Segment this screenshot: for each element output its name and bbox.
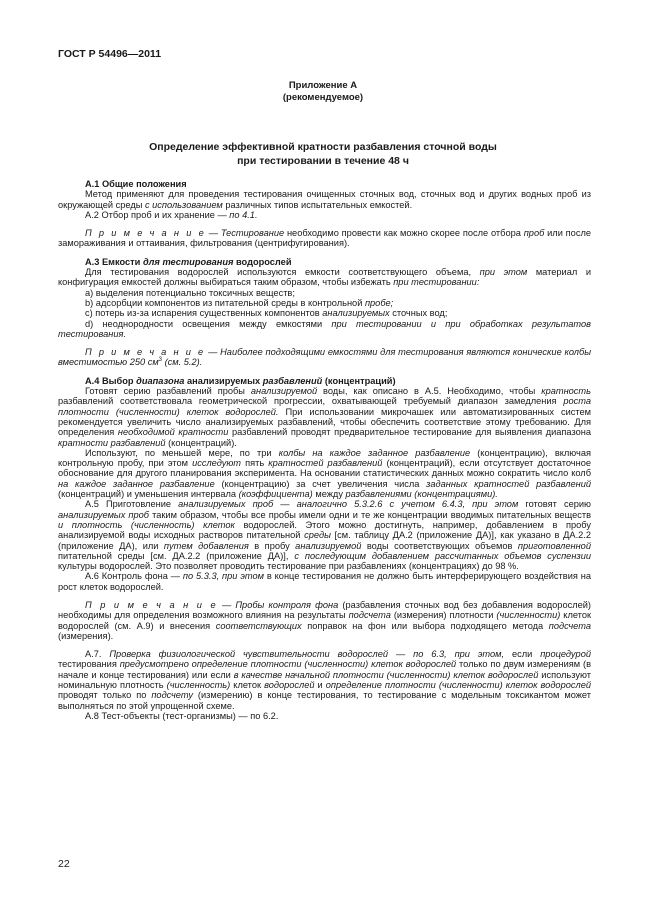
section-a4-paragraph-2: Используют, по меньшей мере, по три колбы на каждое заданное разбавление (концентрацию), включая контрольную пробу, при этом исследуют пять кратностей разбавлений (концентраций), если отсутствует достаточное обоснование для другого планирования эксперимента. На основании статистических данных можно сократить число колб на каждое заданное разбавление (концентрацию) за счет увеличения числа заданных кратностей разбавлений (концентраций) и уменьшения интервала (коэффициента) между разбавлениями (концентрациями). [58,447,591,500]
title-line-1: Определение эффективной кратности разбавления сточной воды [149,141,497,153]
standard-header: ГОСТ Р 54496—2011 [58,48,162,60]
section-a2-paragraph: А.2 Отбор проб и их хранение — по 4.1. [85,209,258,220]
section-a5-paragraph: А.5 Приготовление анализируемых проб — аналогично 5.3.2.6 с учетом 6.4.3, при этом готовят серию анализируемых проб таким образом, чтобы все пробы имели одни и те же концентрации вводимых питательных веществ и плотность (численность) клеток водорослей. Этого можно достигнуть, например, добавлением в пробу анализируемой воды исходных растворов питательной среды [см. таблицу ДА.2 (приложение ДА)], как указано в ДА.2.2 (приложение ДА), или путем добавления в пробу анализируемой воды соответствующих объемов приготовленной питательной среды [см. ДА.2.2 (приложение ДА)], с последующим добавлением рассчитанных объемов суспензии культуры водорослей. Это позволяет проводить тестирование при разбавлениях (концентрациях) до 98 %. [58,499,592,572]
annex-status: (рекомендуемое) [282,91,364,103]
section-a4-heading: А.4 Выбор диапазона анализируемых разбавлений (концентраций) [85,375,396,386]
note-a3: П р и м е ч а н и е — Наиболее подходящими емкостями для тестирования являются конические колбы вместимостью 250 $см^3$ (см. 5.2). [58,347,591,368]
annex-title: Приложение А [288,80,358,91]
document-title [0,141,646,168]
list-item-a: a) выделения потенциально токсичных веществ; [85,287,295,298]
list-item-c: c) потерь из-за испарения существенных компонентов анализируемых сточных вод; [85,308,448,319]
note-a2: П р и м е ч а н и е — Тестирование необходимо провести как можно скорее после отбора проб или после замораживания и оттаивания, фильтрования (центрифугирования). [58,228,591,249]
document-body [58,179,591,721]
section-a3-heading: А.3 Емкости для тестирования водорослей [85,256,292,267]
section-a6-paragraph: А.6 Контроль фона — по 5.3.3, при этом в конце тестирования не должно быть интерферирующего воздействия на рост клеток водорослей. [58,571,592,592]
section-a3-paragraph: Для тестирования водорослей используются емкости соответствующего объема, при этом материал и конфигурация емкостей должны выбираться таким образом, чтобы избежать при тестировании: [58,267,591,288]
title-line-2: при тестировании в течение 48 ч [237,154,409,167]
page-number: 22 [58,858,70,870]
section-a4-paragraph-1: Готовят серию разбавлений пробы анализируемой воды, как описано в А.5. Необходимо, чтобы кратность разбавлений соответствовала геометрической прогрессии, охватывающей требуемый диапазон замедления роста плотности (численности) клеток водорослей. При использовании микрочашек или автоматизированных систем рекомендуется увеличить число анализируемых разбавлений, чтобы обеспечить соответствие этому требованию. Для определения необходимой кратности разбавлений проводят предварительное тестирование для выявления диапазона кратности разбавлений (концентраций). [58,386,591,448]
section-a8-paragraph: А.8 Тест-объекты (тест-организмы) — по 6.2. [85,710,279,721]
list-item-b: b) адсорбции компонентов из питательной среды в контрольной пробе; [85,297,394,308]
list-item-d: d) неоднородности освещения между емкостями при тестировании и при обработках результатов тестирования. [58,318,591,339]
section-a1-heading: А.1 Общие положения [85,179,187,189]
section-a7-paragraph: А.7. Проверка физиологической чувствительности водорослей — по 6.3, при этом, если процедурой тестирования предусмотрено определение плотности (численности) клеток водорослей только по двум измерениям (в начале и конце тестирования) или если в качестве начальной плотности (численности) клеток водорослей используют номинальную плотность (численность) клеток водорослей и определение плотности (численности) клеток водорослей проводят только по подсчету (измерению) в конце тестирования, то тестирование с модельным токсикантом может выполняться по этой упрощенной схеме. [58,649,591,711]
annex-heading [0,80,646,103]
note-a6: П р и м е ч а н и е — Пробы контроля фона (разбавления сточных вод без добавления водорослей) необходимы для определения возможного влияния на результаты подсчета (измерения) плотности (численности) клеток водорослей (см. А.9) и внесения соответствующих поправок на фон или выбора подходящего метода подсчета (измерения). [58,599,592,641]
section-a1-paragraph: Метод применяют для проведения тестирования очищенных сточных вод, сточных вод и других водных проб из окружающей среды с использованием различных типов испытательных емкостей. [58,189,591,210]
